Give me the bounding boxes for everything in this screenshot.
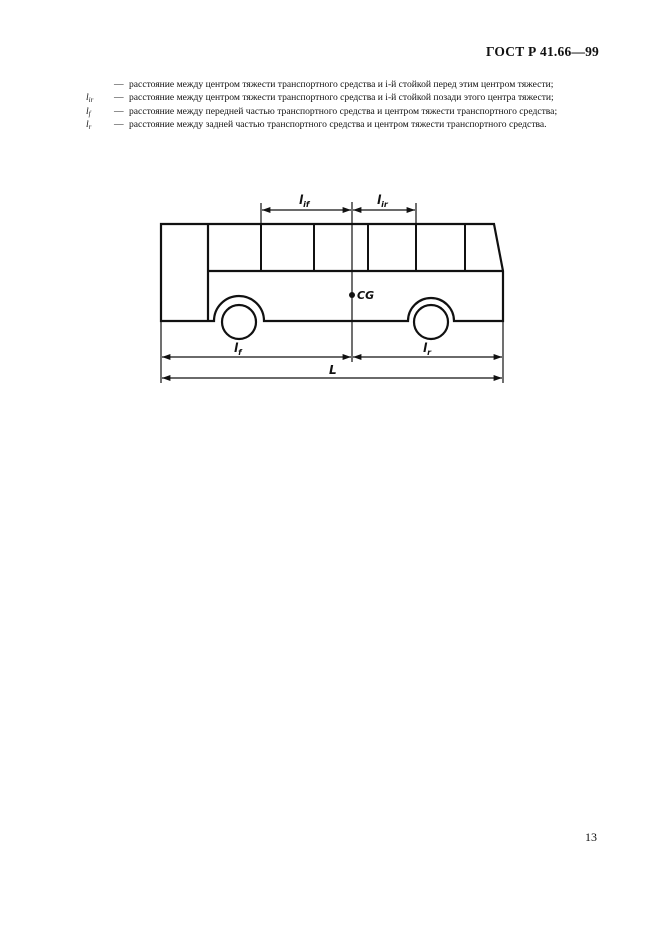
bus-dimension-diagram — [0, 0, 661, 420]
definition-dash: — — [114, 105, 124, 117]
page-number: 13 — [585, 830, 597, 844]
window-pillars — [261, 224, 465, 271]
rear-wheel — [222, 305, 256, 339]
lr-label: $l_r$ — [423, 341, 432, 357]
definition-dash: — — [114, 119, 124, 131]
bus-body-outline — [161, 224, 503, 321]
front-wheel — [414, 305, 448, 339]
total-length-label: L — [329, 363, 337, 377]
definition-text: расстояние между передней частью транспортного средства и центром тяжести транспортного средства; — [129, 105, 558, 117]
definition-text: расстояние между центром тяжести транспортного средства и i-й стойкой перед этим центром тяжести; — [129, 79, 554, 90]
definition-text: расстояние между центром тяжести транспортного средства и i-й стойкой позади этого центра тяжести; — [129, 92, 554, 104]
lif-label: $l_{if}$ — [299, 193, 310, 209]
definition-symbol: $l_r$ — [86, 119, 92, 132]
definition-dash: — — [114, 79, 124, 90]
definition-dash: — — [114, 92, 124, 104]
definition-symbol: $l_{ir}$ — [86, 92, 94, 105]
lf-label: $l_f$ — [234, 341, 242, 357]
lir-label: $l_{ir}$ — [377, 193, 388, 209]
cg-marker — [349, 292, 355, 298]
document-code: ГОСТ Р 41.66—99 — [485, 44, 599, 59]
cg-label: CG — [357, 289, 375, 302]
definition-text: расстояние между задней частью транспортного средства и центром тяжести транспортного средства. — [129, 119, 547, 131]
definition-symbol: $l_f$ — [86, 105, 91, 118]
window-belt-line — [208, 224, 503, 321]
